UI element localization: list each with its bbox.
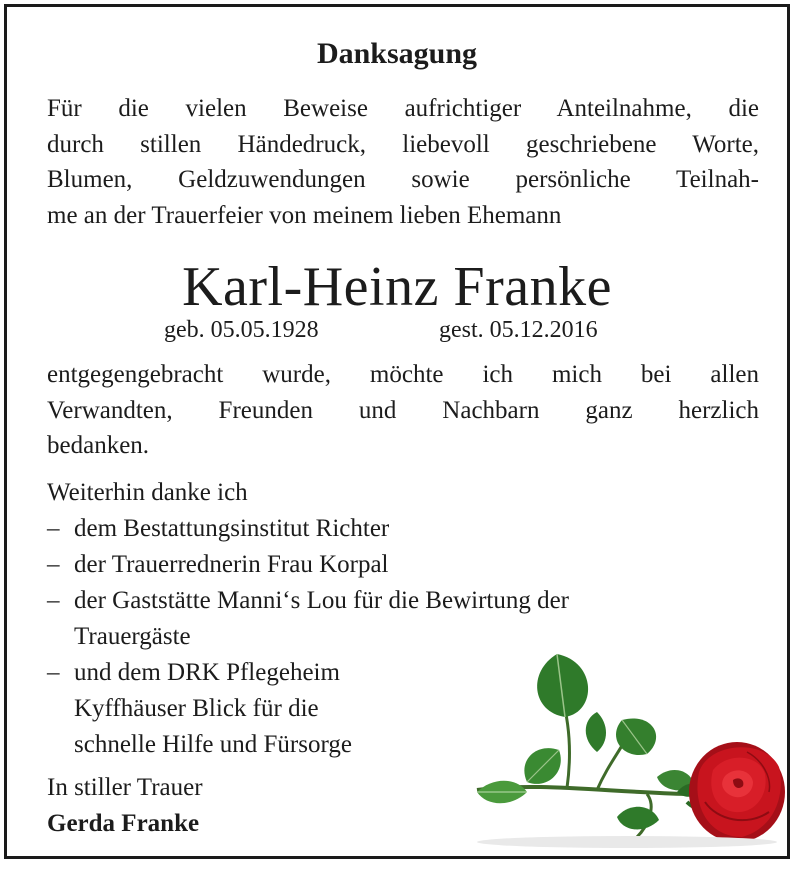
list-dash: – <box>47 515 60 542</box>
list-dash: – <box>47 551 60 578</box>
intro-line: me an der Trauerfeier von meinem lieben Ehemann <box>47 201 562 229</box>
intro-line: Für die vielen Beweise aufrichtiger Anteilnahme, die <box>47 95 759 122</box>
closing-line: In stiller Trauer <box>47 774 203 801</box>
outro-line: Verwandten, Freunden und Nachbarn ganz herzlich <box>47 396 759 424</box>
list-item-line: Kyffhäuser Blick für die <box>74 695 319 722</box>
intro-line: durch stillen Händedruck, liebevoll geschriebene Worte, <box>47 130 759 158</box>
list-item-line: schnelle Hilfe und Fürsorge <box>74 731 352 758</box>
signature: Gerda Franke <box>47 810 200 837</box>
list-item-line: der Gaststätte Manni‘s Lou für die Bewirtung der <box>74 587 570 614</box>
death-date: gest. 05.12.2016 <box>439 317 598 343</box>
obituary-card <box>4 4 790 859</box>
intro-paragraph <box>47 91 759 233</box>
rose-icon <box>447 642 787 852</box>
list-dash: – <box>47 659 60 686</box>
list-item <box>47 547 747 583</box>
list-item-line: Trauergäste <box>74 623 191 650</box>
list-item-line: und dem DRK Pflegeheim <box>74 659 340 686</box>
deceased-name: Karl-Heinz Franke <box>182 256 612 318</box>
closing <box>47 770 203 842</box>
list-item-line: der Trauerrednerin Frau Korpal <box>74 551 389 578</box>
birth-date: geb. 05.05.1928 <box>164 317 319 343</box>
intro-line: Blumen, Geldzuwendungen sowie persönliche Teilnah- <box>47 166 759 193</box>
heading: Danksagung <box>316 37 478 70</box>
outro-line: entgegengebracht wurde, möchte ich mich bei allen <box>47 361 759 388</box>
thanks-lead: Weiterhin danke ich <box>47 479 248 506</box>
outro-line: bedanken. <box>47 432 150 459</box>
list-dash: – <box>47 587 60 614</box>
list-item-line: dem Bestattungsinstitut Richter <box>74 515 390 542</box>
outro-paragraph <box>47 357 759 464</box>
list-item <box>47 511 747 547</box>
